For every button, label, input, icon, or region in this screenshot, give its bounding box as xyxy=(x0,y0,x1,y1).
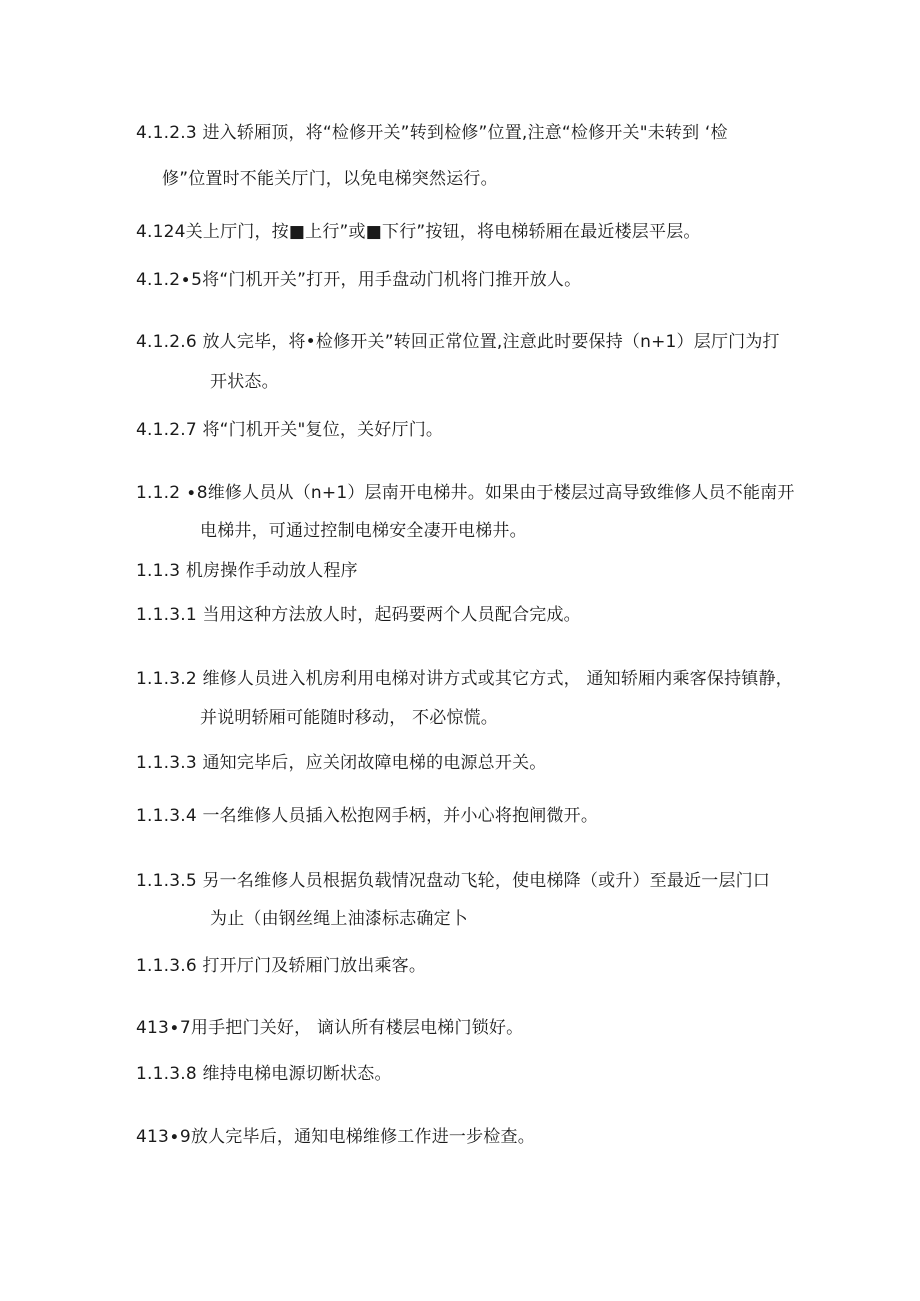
paragraph-1-1-3-3: 1.1.3.3 通知完毕后，应关闭故障电梯的电源总开关。 xyxy=(136,753,547,773)
paragraph-1-1-3-5-line-2: 为止（由钢丝绳上油漆标志确定卜 xyxy=(210,909,468,929)
paragraph-1-1-2-8-line-2: 电梯井，可通过控制电梯安全凄开电梯井。 xyxy=(200,521,527,541)
paragraph-1-1-3-2-line-2: 并说明轿厢可能随时移动， 不必惊慌。 xyxy=(200,708,499,728)
paragraph-1-1-2-8-line-1: 1.1.2 ∙8维修人员从（n+1）层南开电梯井。如果由于楼层过高导致维修人员不能南开 xyxy=(136,483,795,503)
paragraph-4-1-2-4: 4.124关上厅门，按■上行”或■下行”按钮，将电梯轿厢在最近楼层平层。 xyxy=(136,222,701,242)
paragraph-4-1-2-3-line-1: 4.1.2.3 进入轿厢顶，将“检修开关”转到检修”位置,注意“检修开关"未转到 ‘检 xyxy=(136,123,728,143)
paragraph-4-1-3-7: 413∙7用手把门关好， 谪认所有楼层电梯门锁好。 xyxy=(136,1018,524,1038)
section-heading-1-1-3: 1.1.3 机房操作手动放人程序 xyxy=(136,561,358,581)
paragraph-4-1-2-5: 4.1.2∙5将“门机开关”打开，用手盘动门机将门推开放人。 xyxy=(136,270,582,290)
paragraph-1-1-3-4: 1.1.3.4 一名维修人员插入松抱网手柄，并小心将抱闸微开。 xyxy=(136,806,599,826)
paragraph-4-1-2-6-line-2: 开状态。 xyxy=(210,372,279,392)
paragraph-1-1-3-5-line-1: 1.1.3.5 另一名维修人员根据负载情况盘动飞轮，使电梯降（或升）至最近一层门口 xyxy=(136,871,771,891)
paragraph-1-1-3-8: 1.1.3.8 维持电梯电源切断状态。 xyxy=(136,1064,392,1084)
paragraph-4-1-2-3-line-2: 修”位置时不能关厅门，以免电梯突然运行。 xyxy=(162,169,498,189)
paragraph-1-1-3-1: 1.1.3.1 当用这种方法放人时，起码要两个人员配合完成。 xyxy=(136,605,581,625)
paragraph-4-1-3-9: 413∙9放人完毕后，通知电梯维修工作进一步检查。 xyxy=(136,1127,535,1147)
paragraph-1-1-3-2-line-1: 1.1.3.2 维修人员进入机房利用电梯对讲方式或其它方式， 通知轿厢内乘客保持镇静， xyxy=(136,669,793,689)
paragraph-4-1-2-6-line-1: 4.1.2.6 放人完毕，将•检修开关”转回正常位置,注意此时要保持（n+1）层厅门为打 xyxy=(136,332,780,352)
paragraph-1-1-3-6: 1.1.3.6 打开厅门及轿厢门放出乘客。 xyxy=(136,956,427,976)
paragraph-4-1-2-7: 4.1.2.7 将“门机开关"复位，关好厅门。 xyxy=(136,420,444,440)
